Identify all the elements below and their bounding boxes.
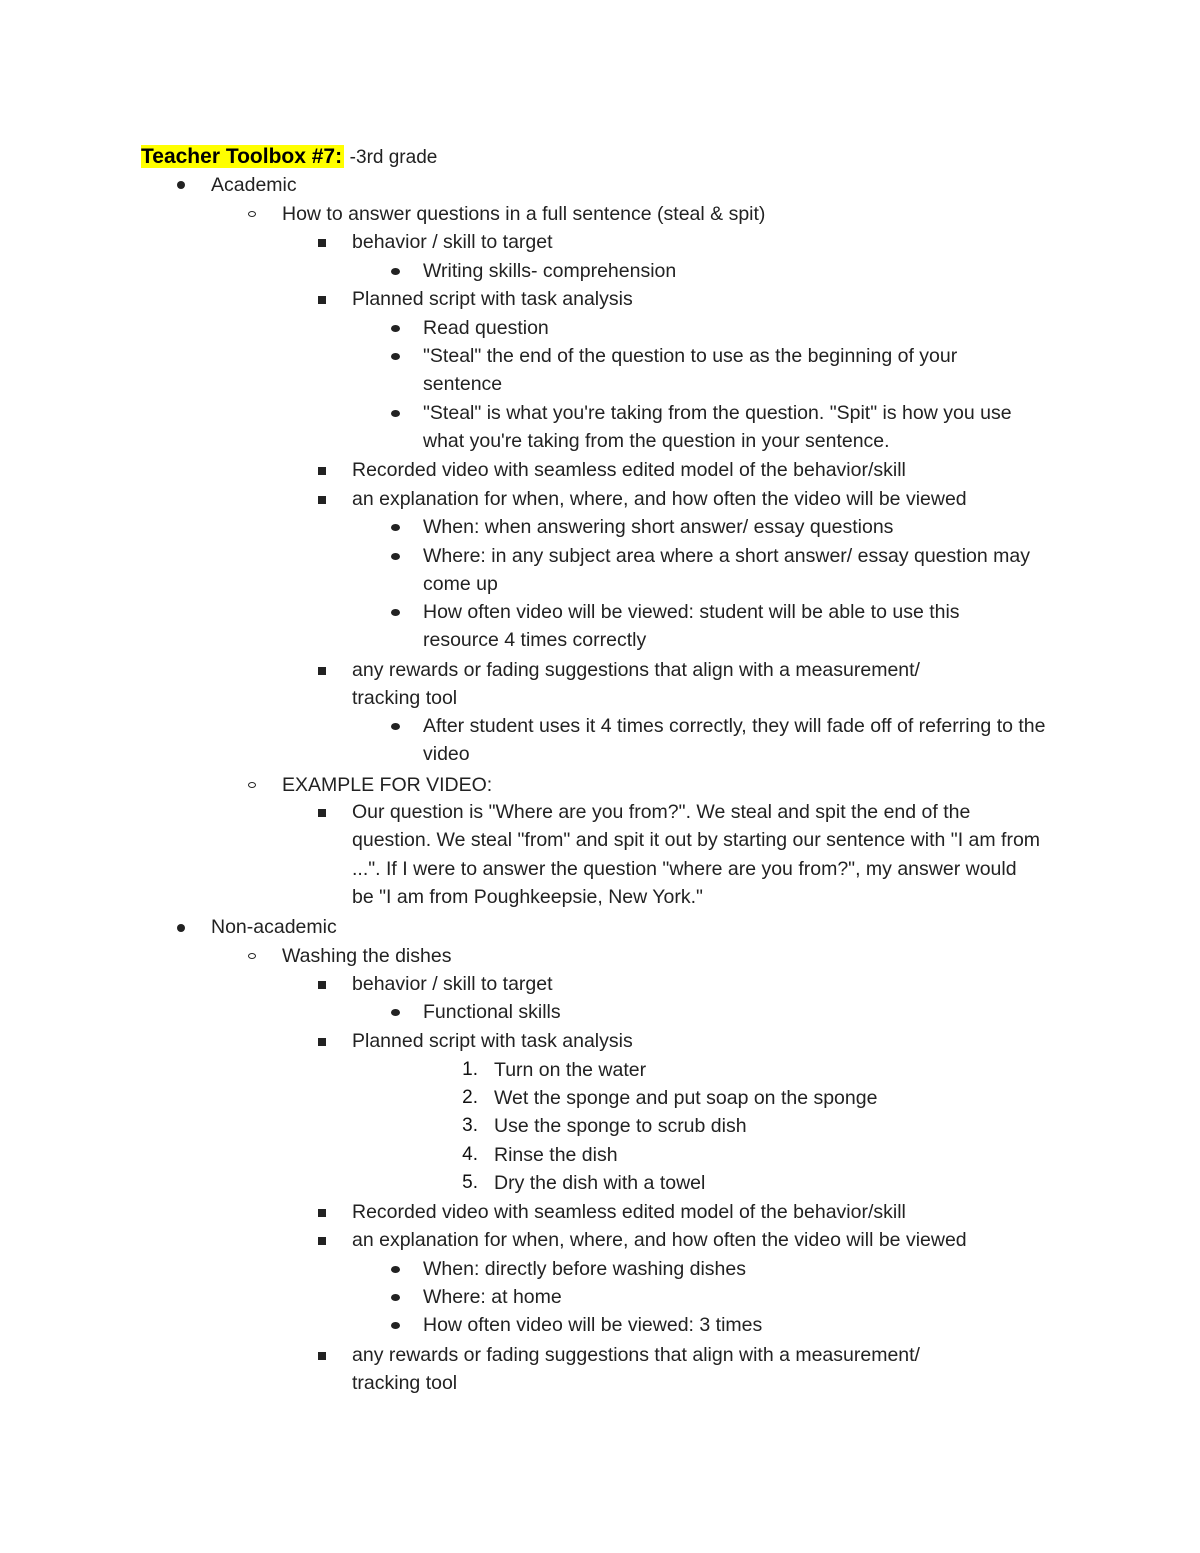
step-number: 5. bbox=[462, 1172, 478, 1193]
academic-example-text: Our question is "Where are you from?". We steal and spit the end of the question. We steal "from" and spit it out by starting our sentence with "I am from ...". If I were to answer the question "where are you from?", my answer would be "I am from Poughkeepsie, New York." bbox=[352, 801, 1041, 909]
bullet-square-icon bbox=[318, 809, 326, 817]
nonacademic-video-label: Recorded video with seamless edited model of the behavior/skill bbox=[352, 1201, 906, 1223]
nonacademic-explanation-label: an explanation for when, where, and how often the video will be viewed bbox=[352, 1229, 967, 1251]
bullet-square-icon bbox=[318, 1038, 326, 1046]
bullet-square-icon bbox=[318, 496, 326, 504]
document-title-line bbox=[141, 143, 437, 172]
bullet-circle-icon bbox=[248, 211, 256, 217]
bullet-square-icon bbox=[318, 239, 326, 247]
bullet-disc-icon bbox=[391, 268, 400, 275]
nonacademic-where: Where: at home bbox=[423, 1286, 562, 1308]
nonacademic-step-1: Turn on the water bbox=[494, 1059, 647, 1081]
step-number: 1. bbox=[462, 1059, 478, 1080]
bullet-disc-icon bbox=[177, 924, 185, 932]
academic-where: Where: in any subject area where a short answer/ essay question may come up bbox=[423, 545, 1030, 596]
nonacademic-step-2: Wet the sponge and put soap on the sponge bbox=[494, 1087, 878, 1109]
bullet-square-icon bbox=[318, 981, 326, 989]
bullet-square-icon bbox=[318, 1209, 326, 1217]
academic-rewards-value: After student uses it 4 times correctly, they will fade off of referring to the video bbox=[423, 715, 1046, 766]
nonacademic-script-label: Planned script with task analysis bbox=[352, 1030, 633, 1052]
bullet-disc-icon bbox=[391, 1322, 400, 1329]
bullet-disc-icon bbox=[391, 1009, 400, 1016]
academic-target-value: Writing skills- comprehension bbox=[423, 260, 677, 282]
academic-when: When: when answering short answer/ essay questions bbox=[423, 516, 894, 538]
academic-example-label: EXAMPLE FOR VIDEO: bbox=[282, 774, 493, 796]
academic-script-label: Planned script with task analysis bbox=[352, 288, 633, 310]
document-title: Teacher Toolbox #7: bbox=[141, 145, 343, 168]
nonacademic-when: When: directly before washing dishes bbox=[423, 1258, 746, 1280]
grade-label: -3rd grade bbox=[349, 147, 438, 168]
academic-script-step-2: "Steal" the end of the question to use as the beginning of your sentence bbox=[423, 345, 958, 396]
nonacademic-target-label: behavior / skill to target bbox=[352, 973, 553, 995]
bullet-disc-icon bbox=[177, 181, 185, 189]
bullet-disc-icon bbox=[391, 353, 400, 360]
nonacademic-target-value: Functional skills bbox=[423, 1001, 561, 1023]
nonacademic-step-3: Use the sponge to scrub dish bbox=[494, 1115, 747, 1137]
bullet-disc-icon bbox=[391, 524, 400, 531]
academic-script-step-1: Read question bbox=[423, 317, 549, 339]
bullet-square-icon bbox=[318, 667, 326, 675]
academic-rewards-label: any rewards or fading suggestions that align with a measurement/ tracking tool bbox=[352, 659, 920, 710]
nonacademic-step-4: Rinse the dish bbox=[494, 1144, 618, 1166]
nonacademic-step-5: Dry the dish with a towel bbox=[494, 1172, 706, 1194]
step-number: 2. bbox=[462, 1087, 478, 1108]
bullet-disc-icon bbox=[391, 410, 400, 417]
bullet-square-icon bbox=[318, 1237, 326, 1245]
bullet-circle-icon bbox=[248, 782, 256, 788]
bullet-disc-icon bbox=[391, 553, 400, 560]
nonacademic-topic: Washing the dishes bbox=[282, 945, 452, 967]
section-academic-label: Academic bbox=[211, 174, 297, 196]
bullet-square-icon bbox=[318, 467, 326, 475]
step-number: 4. bbox=[462, 1144, 478, 1165]
academic-script-step-3: "Steal" is what you're taking from the question. "Spit" is how you use what you're taking from the question in your sentence. bbox=[423, 402, 1012, 453]
academic-how-often: How often video will be viewed: student will be able to use this resource 4 times correctly bbox=[423, 601, 960, 652]
section-nonacademic-label: Non-academic bbox=[211, 916, 337, 938]
academic-video-label: Recorded video with seamless edited model of the behavior/skill bbox=[352, 459, 906, 481]
bullet-disc-icon bbox=[391, 1266, 400, 1273]
bullet-disc-icon bbox=[391, 325, 400, 332]
bullet-square-icon bbox=[318, 296, 326, 304]
bullet-circle-icon bbox=[248, 953, 256, 959]
bullet-disc-icon bbox=[391, 723, 400, 730]
academic-topic: How to answer questions in a full sentence (steal & spit) bbox=[282, 203, 766, 225]
step-number: 3. bbox=[462, 1115, 478, 1136]
bullet-disc-icon bbox=[391, 609, 400, 616]
nonacademic-rewards-label: any rewards or fading suggestions that align with a measurement/ tracking tool bbox=[352, 1344, 920, 1395]
nonacademic-how-often: How often video will be viewed: 3 times bbox=[423, 1314, 763, 1336]
academic-target-label: behavior / skill to target bbox=[352, 231, 553, 253]
bullet-disc-icon bbox=[391, 1294, 400, 1301]
academic-explanation-label: an explanation for when, where, and how often the video will be viewed bbox=[352, 488, 967, 510]
bullet-square-icon bbox=[318, 1352, 326, 1360]
